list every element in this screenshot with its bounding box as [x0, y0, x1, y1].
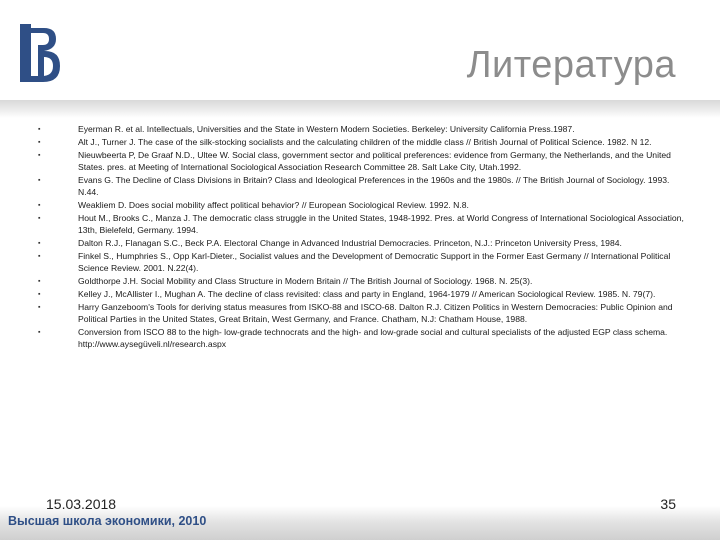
- bullet-icon: ▪: [38, 304, 41, 312]
- reference-item: [38, 175, 690, 198]
- reference-text: Eyerman R. et al. Intellectuals, Universities and the State in Western Modern Societies. Berkeley: University California Press.1987.: [78, 124, 575, 134]
- reference-item: [38, 124, 690, 136]
- reference-text: Conversion from ISCO 88 to the high- low-grade technocrats and the high- and low-grade social and cultural specialists of the adjusted EGP class schema. http://www.aysegüveli.nl/research.aspx: [78, 327, 668, 349]
- title-divider-bar: [0, 100, 720, 118]
- page-number: 35: [660, 496, 676, 512]
- bullet-icon: ▪: [38, 253, 41, 261]
- reference-item: [38, 302, 690, 325]
- reference-text: Harry Ganzeboom's Tools for deriving status measures from ISKO-88 and ISCO-68. Dalton R.J. Citizen Politics in Western Democracies: Public Opinion and Political Parties in the United States, Great Britain, West Germany, and France. Chatham, N.J: Chatham House, 1988.: [78, 302, 673, 324]
- slide-date: 15.03.2018: [46, 496, 117, 512]
- bullet-icon: ▪: [38, 152, 41, 160]
- reference-text: Nieuwbeerta P, De Graaf N.D., Ultee W. Social class, government sector and political preferences: evidence from Germany, the Netherlands, and the United States. pres. at Meeting of International Sociological Association Research Committee 28. Salt Lake City, Utah.1992.: [78, 150, 671, 172]
- hse-logo-icon: [18, 22, 68, 86]
- reference-text: Weakliem D. Does social mobility affect political behavior? // European Sociological Review. 1992. N.8.: [78, 199, 469, 210]
- reference-item: [38, 327, 690, 350]
- reference-item: [38, 213, 690, 236]
- bullet-icon: ▪: [38, 277, 41, 285]
- reference-text: Finkel S., Humphries S., Opp Karl-Dieter., Socialist values and the Development of Democratic Support in the Former East Germany // International Political Science Review. 2001. N.22(4).: [78, 251, 671, 273]
- reference-text: Kelley J., McAllister I., Mughan A. The decline of class revisited: class and party in England, 1964-1979 // American Sociological Review. 1985. N. 79(7).: [78, 289, 656, 300]
- reference-item: [38, 137, 690, 149]
- reference-item: [38, 150, 690, 173]
- reference-item: [38, 200, 690, 212]
- reference-item: [38, 238, 690, 250]
- school-name: Высшая школа экономики, 2010: [8, 514, 207, 528]
- bullet-icon: ▪: [38, 329, 41, 337]
- reference-text: Hout M., Brooks C., Manza J. The democratic class struggle in the United States, 1948-1992. Pres. at World Congress of International Sociological Association, 13th, Bielefeld, Germany. 1994.: [78, 213, 684, 235]
- bullet-icon: ▪: [38, 139, 41, 147]
- reference-item: [38, 289, 690, 301]
- reference-text: Evans G. The Decline of Class Divisions in Britain? Class and Ideological Preferences in the 1960s and the 1980s. // The British Journal of Sociology. 1993. N.44.: [78, 175, 670, 197]
- reference-item: [38, 251, 690, 274]
- bullet-icon: ▪: [38, 177, 41, 185]
- reference-list: [38, 124, 690, 352]
- bullet-icon: ▪: [38, 239, 41, 247]
- reference-item: [38, 276, 690, 288]
- reference-text: Goldthorpe J.H. Social Mobility and Class Structure in Modern Britain // The British Journal of Sociology. 1968. N. 25(3).: [78, 275, 533, 286]
- bullet-icon: ▪: [38, 201, 41, 209]
- reference-text: Dalton R.J., Flanagan S.C., Beck P.A. Electoral Change in Advanced Industrial Democracies. Princeton, N.J.: Princeton University Press, 1984.: [78, 237, 622, 248]
- reference-text: Alt J., Turner J. The case of the silk-stocking socialists and the calculating children of the middle class // British Journal of Political Science. 1982. N 12.: [78, 137, 652, 148]
- bullet-icon: ▪: [38, 215, 41, 223]
- bullet-icon: ▪: [38, 126, 41, 133]
- bullet-icon: ▪: [38, 291, 41, 299]
- slide-title: Литература: [466, 44, 676, 86]
